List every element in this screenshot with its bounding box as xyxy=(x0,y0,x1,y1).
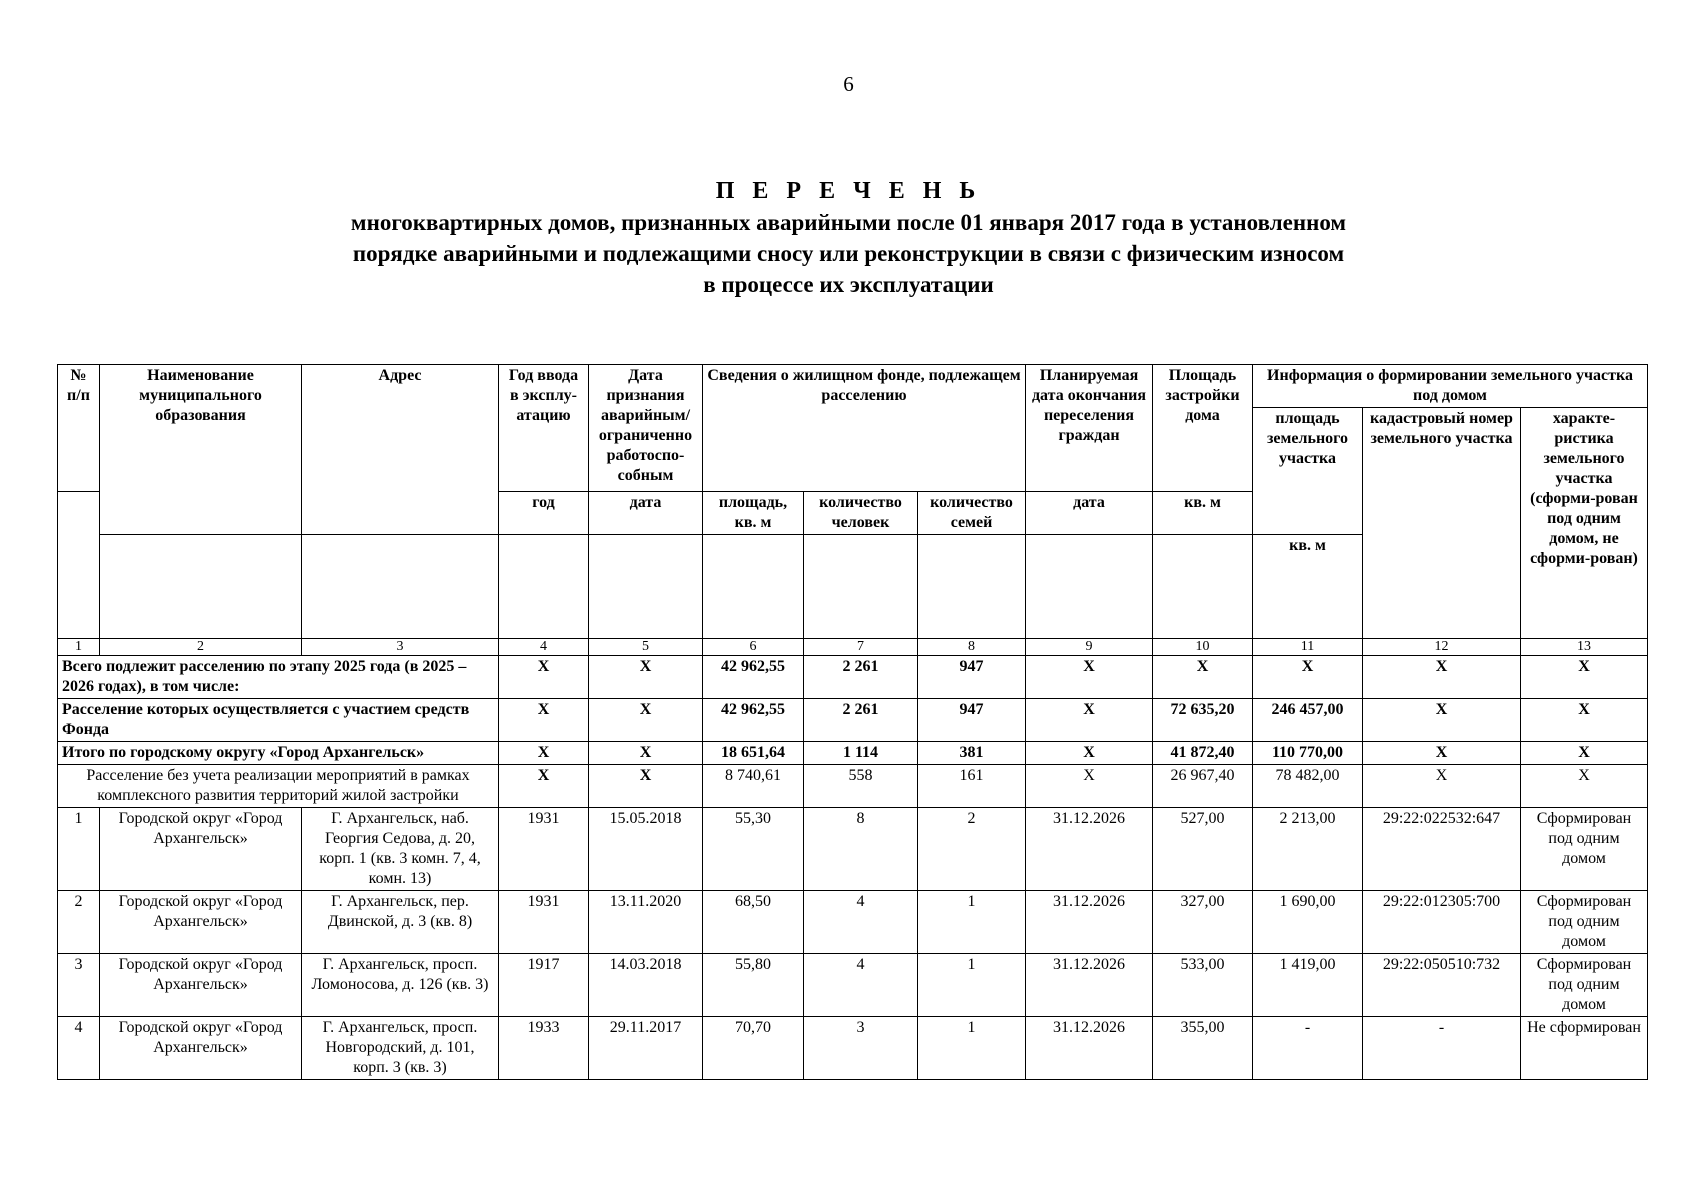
cell: 381 xyxy=(918,742,1026,765)
cell: 42 962,55 xyxy=(703,656,804,699)
row-land-area: 1 419,00 xyxy=(1253,954,1363,1017)
cell: 2 261 xyxy=(804,656,918,699)
row-date: 29.11.2017 xyxy=(589,1017,703,1080)
row-address: Г. Архангельск, пер. Двинской, д. 3 (кв. 8) xyxy=(302,891,499,954)
summary-row-without-krt xyxy=(58,765,1648,808)
cell: X xyxy=(1026,765,1153,808)
header-address: Адрес xyxy=(302,365,499,535)
row-plan-date: 31.12.2026 xyxy=(1026,954,1153,1017)
header-cadastral: кадастровый номер земельного участка xyxy=(1363,408,1521,639)
unit-year-cont xyxy=(499,535,589,639)
col-num: 2 xyxy=(100,639,302,656)
header-number-blank xyxy=(58,492,100,639)
cell: 2 261 xyxy=(804,699,918,742)
row-number: 2 xyxy=(58,891,100,954)
row-area: 55,80 xyxy=(703,954,804,1017)
row-cadastral: 29:22:022532:647 xyxy=(1363,808,1521,891)
unit-land-area: кв. м xyxy=(1253,535,1363,639)
row-address: Г. Архангельск, наб. Георгия Седова, д. 20, корп. 1 (кв. 3 комн. 7, 4, комн. 13) xyxy=(302,808,499,891)
header-land-info: Информация о формировании земельного участка под домом xyxy=(1253,365,1648,408)
unit-plan-cont xyxy=(1026,535,1153,639)
row-families: 1 xyxy=(918,954,1026,1017)
row-municipality: Городской округ «Город Архангельск» xyxy=(100,891,302,954)
row-people: 4 xyxy=(804,954,918,1017)
row-municipality: Городской округ «Город Архангельск» xyxy=(100,1017,302,1080)
col-num: 12 xyxy=(1363,639,1521,656)
row-characteristic: Сформирован под одним домом xyxy=(1521,954,1648,1017)
unit-families: количество семей xyxy=(918,492,1026,535)
cell: 78 482,00 xyxy=(1253,765,1363,808)
cell: X xyxy=(1363,699,1521,742)
summary-row-fund xyxy=(58,699,1648,742)
cell: X xyxy=(1253,656,1363,699)
header-address-cont xyxy=(302,535,499,639)
summary-row-city xyxy=(58,742,1648,765)
row-year: 1931 xyxy=(499,891,589,954)
unit-people-cont xyxy=(804,535,918,639)
row-number: 3 xyxy=(58,954,100,1017)
table-row xyxy=(58,891,1648,954)
row-land-area: - xyxy=(1253,1017,1363,1080)
unit-year: год xyxy=(499,492,589,535)
column-numbers-row xyxy=(58,639,1648,656)
row-number: 1 xyxy=(58,808,100,891)
title-line-2: порядке аварийными и подлежащими сносу или реконструкции в связи с физическим износом xyxy=(352,241,1345,266)
unit-date-cont xyxy=(589,535,703,639)
cell: 8 740,61 xyxy=(703,765,804,808)
header-municipality-cont xyxy=(100,535,302,639)
row-municipality: Городской округ «Город Архангельск» xyxy=(100,954,302,1017)
col-num: 11 xyxy=(1253,639,1363,656)
title-line-1: многоквартирных домов, признанных аварийными после 01 января 2017 года в установленном xyxy=(350,210,1347,235)
cell: X xyxy=(589,656,703,699)
unit-build-cont xyxy=(1153,535,1253,639)
cell: X xyxy=(1521,742,1648,765)
row-build-area: 527,00 xyxy=(1153,808,1253,891)
document-title xyxy=(0,176,1697,300)
cell: 18 651,64 xyxy=(703,742,804,765)
cell: X xyxy=(1521,765,1648,808)
row-build-area: 355,00 xyxy=(1153,1017,1253,1080)
row-land-area: 2 213,00 xyxy=(1253,808,1363,891)
cell: X xyxy=(499,742,589,765)
row-date: 13.11.2020 xyxy=(589,891,703,954)
col-num: 10 xyxy=(1153,639,1253,656)
cell: 947 xyxy=(918,656,1026,699)
table-row xyxy=(58,808,1648,891)
unit-date: дата xyxy=(589,492,703,535)
col-num: 5 xyxy=(589,639,703,656)
col-num: 6 xyxy=(703,639,804,656)
row-families: 1 xyxy=(918,1017,1026,1080)
row-year: 1931 xyxy=(499,808,589,891)
summary-label: Итого по городскому округу «Город Архангельск» xyxy=(58,742,499,765)
cell: 246 457,00 xyxy=(1253,699,1363,742)
title-heading: П Е Р Е Ч Е Н Ь xyxy=(715,178,982,204)
title-line-3: в процессе их эксплуатации xyxy=(703,272,994,297)
row-people: 4 xyxy=(804,891,918,954)
summary-label: Расселение которых осуществляется с участием средств Фонда xyxy=(58,699,499,742)
col-num: 13 xyxy=(1521,639,1648,656)
col-num: 8 xyxy=(918,639,1026,656)
header-number: № п/п xyxy=(58,365,100,492)
unit-build-area: кв. м xyxy=(1153,492,1253,535)
cell: X xyxy=(499,656,589,699)
row-characteristic: Не сформирован xyxy=(1521,1017,1648,1080)
summary-label: Расселение без учета реализации мероприятий в рамках комплексного развития территорий жилой застройки xyxy=(58,765,499,808)
row-number: 4 xyxy=(58,1017,100,1080)
cell: X xyxy=(1363,742,1521,765)
header-land-characteristic: характе-ристика земельного участка (сформи-рован под одним домом, не сформи-рован) xyxy=(1521,408,1648,639)
cell: 26 967,40 xyxy=(1153,765,1253,808)
header-planned-date: Планируемая дата окончания переселения граждан xyxy=(1026,365,1153,492)
row-address: Г. Архангельск, просп. Новгородский, д. 101, корп. 3 (кв. 3) xyxy=(302,1017,499,1080)
cell: 558 xyxy=(804,765,918,808)
cell: 110 770,00 xyxy=(1253,742,1363,765)
col-num: 9 xyxy=(1026,639,1153,656)
row-area: 70,70 xyxy=(703,1017,804,1080)
row-families: 2 xyxy=(918,808,1026,891)
row-cadastral: 29:22:012305:700 xyxy=(1363,891,1521,954)
cell: X xyxy=(1026,699,1153,742)
cell: X xyxy=(589,765,703,808)
unit-area: площадь, кв. м xyxy=(703,492,804,535)
row-year: 1917 xyxy=(499,954,589,1017)
unit-plan-date: дата xyxy=(1026,492,1153,535)
cell: X xyxy=(1521,699,1648,742)
cell: 42 962,55 xyxy=(703,699,804,742)
row-date: 14.03.2018 xyxy=(589,954,703,1017)
header-housing-info: Сведения о жилищном фонде, подлежащем расселению xyxy=(703,365,1026,492)
row-area: 55,30 xyxy=(703,808,804,891)
header-municipality: Наименование муниципального образования xyxy=(100,365,302,535)
cell: X xyxy=(1026,656,1153,699)
col-num: 7 xyxy=(804,639,918,656)
cell: X xyxy=(499,699,589,742)
row-characteristic: Сформирован под одним домом xyxy=(1521,891,1648,954)
cell: 41 872,40 xyxy=(1153,742,1253,765)
summary-row-total xyxy=(58,656,1648,699)
header-date-recognized: Дата признания аварийным/ ограниченно работоспо-собным xyxy=(589,365,703,492)
row-plan-date: 31.12.2026 xyxy=(1026,1017,1153,1080)
row-year: 1933 xyxy=(499,1017,589,1080)
table-row xyxy=(58,1017,1648,1080)
row-build-area: 533,00 xyxy=(1153,954,1253,1017)
cell: 161 xyxy=(918,765,1026,808)
cell: 1 114 xyxy=(804,742,918,765)
row-plan-date: 31.12.2026 xyxy=(1026,891,1153,954)
cell: X xyxy=(1026,742,1153,765)
row-people: 8 xyxy=(804,808,918,891)
unit-area-cont xyxy=(703,535,804,639)
row-build-area: 327,00 xyxy=(1153,891,1253,954)
cell: X xyxy=(1363,765,1521,808)
cell: X xyxy=(589,742,703,765)
cell: X xyxy=(1521,656,1648,699)
row-people: 3 xyxy=(804,1017,918,1080)
summary-label: Всего подлежит расселению по этапу 2025 года (в 2025 – 2026 годах), в том числе: xyxy=(58,656,499,699)
row-cadastral: 29:22:050510:732 xyxy=(1363,954,1521,1017)
row-municipality: Городской округ «Город Архангельск» xyxy=(100,808,302,891)
registry-table xyxy=(57,364,1648,1080)
header-building-area: Площадь застройки дома xyxy=(1153,365,1253,492)
row-characteristic: Сформирован под одним домом xyxy=(1521,808,1648,891)
row-area: 68,50 xyxy=(703,891,804,954)
header-land-area: площадь земельного участка xyxy=(1253,408,1363,535)
cell: X xyxy=(499,765,589,808)
page-number: 6 xyxy=(843,72,854,96)
row-families: 1 xyxy=(918,891,1026,954)
row-cadastral: - xyxy=(1363,1017,1521,1080)
row-land-area: 1 690,00 xyxy=(1253,891,1363,954)
row-plan-date: 31.12.2026 xyxy=(1026,808,1153,891)
cell: 72 635,20 xyxy=(1153,699,1253,742)
col-num: 4 xyxy=(499,639,589,656)
header-year: Год ввода в эксплу-атацию xyxy=(499,365,589,492)
cell: X xyxy=(1363,656,1521,699)
unit-people: количество человек xyxy=(804,492,918,535)
unit-families-cont xyxy=(918,535,1026,639)
row-date: 15.05.2018 xyxy=(589,808,703,891)
col-num: 1 xyxy=(58,639,100,656)
cell: 947 xyxy=(918,699,1026,742)
cell: X xyxy=(589,699,703,742)
cell: X xyxy=(1153,656,1253,699)
table-row xyxy=(58,954,1648,1017)
col-num: 3 xyxy=(302,639,499,656)
row-address: Г. Архангельск, просп. Ломоносова, д. 126 (кв. 3) xyxy=(302,954,499,1017)
